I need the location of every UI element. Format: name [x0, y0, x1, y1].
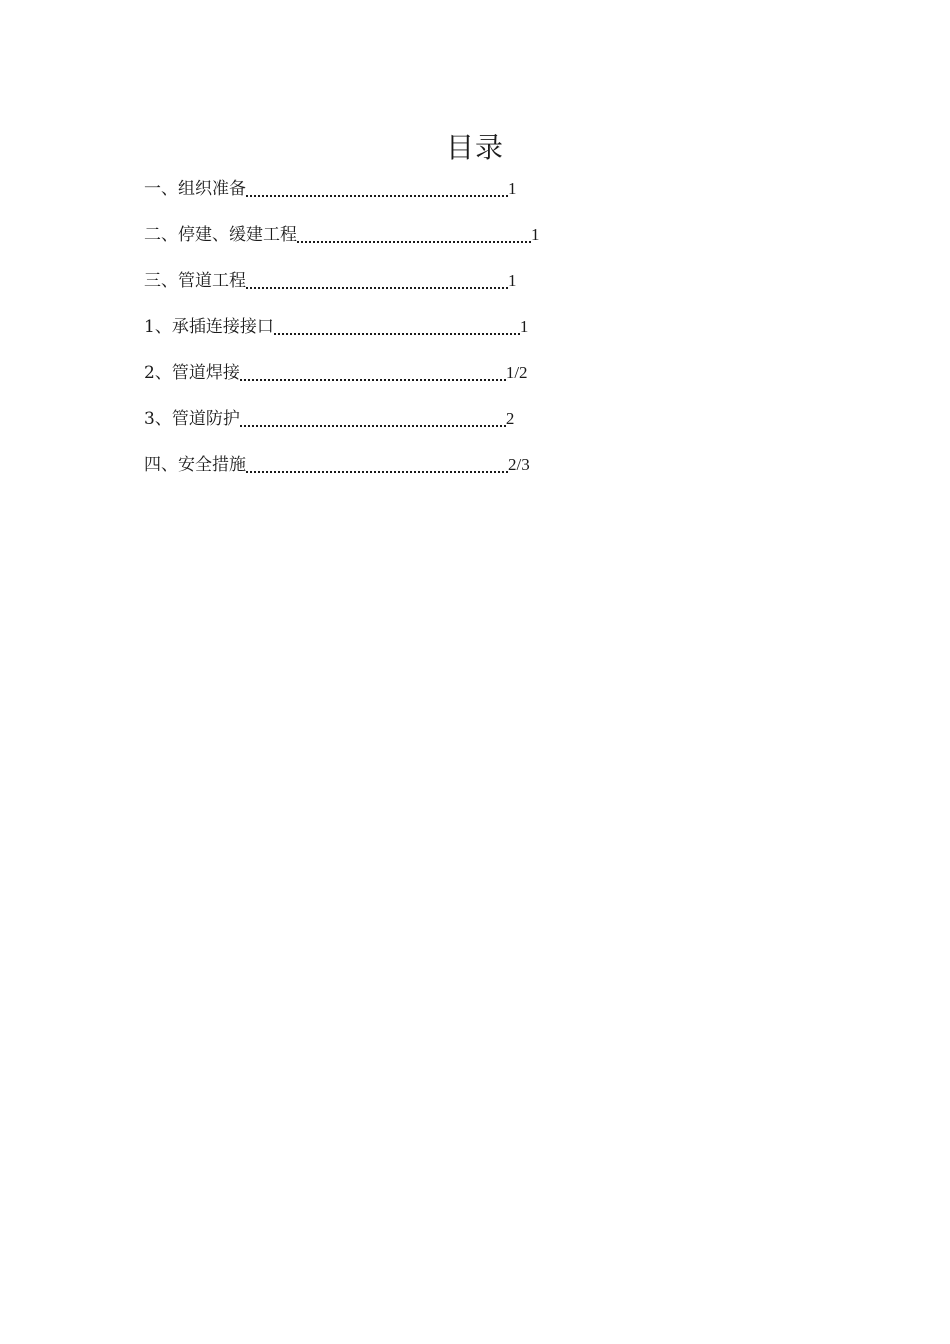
toc-entry-label: 3、管道防护	[144, 409, 240, 429]
toc-entry-page: 2	[505, 409, 515, 428]
toc-entry-label: 三、管道工程	[144, 271, 246, 291]
toc-dot-leader	[297, 241, 531, 243]
toc-entry-page: 1	[531, 225, 540, 244]
toc-dot-leader	[240, 425, 506, 427]
toc-entry	[144, 312, 528, 338]
toc-dot-leader	[246, 471, 508, 473]
toc-entry-page: 1	[508, 179, 517, 198]
toc-entry-label: 1、承插连接接口	[144, 317, 274, 337]
toc-entry	[144, 450, 530, 476]
toc-entry-page: 2/3	[508, 455, 530, 474]
toc-dot-leader	[246, 287, 508, 289]
toc-entry-page: 1	[519, 317, 529, 336]
toc-entry	[144, 220, 540, 246]
toc-entry	[144, 358, 528, 384]
toc-entry-page: 1	[508, 271, 517, 290]
toc-dot-leader	[246, 195, 508, 197]
toc-entry-label: 二、停建、缓建工程	[144, 225, 297, 245]
toc-title: 目录	[445, 131, 504, 164]
toc-entry-page: 1/2	[505, 363, 528, 382]
toc-entry-label: 2、管道焊接	[144, 363, 240, 383]
toc-entry	[144, 404, 514, 430]
toc-entry	[144, 174, 517, 200]
toc-entry-label: 一、组织准备	[144, 179, 246, 199]
toc-dot-leader	[274, 333, 520, 335]
toc-dot-leader	[240, 379, 506, 381]
toc-entry	[144, 266, 517, 292]
toc-entry-label: 四、安全措施	[144, 455, 246, 475]
